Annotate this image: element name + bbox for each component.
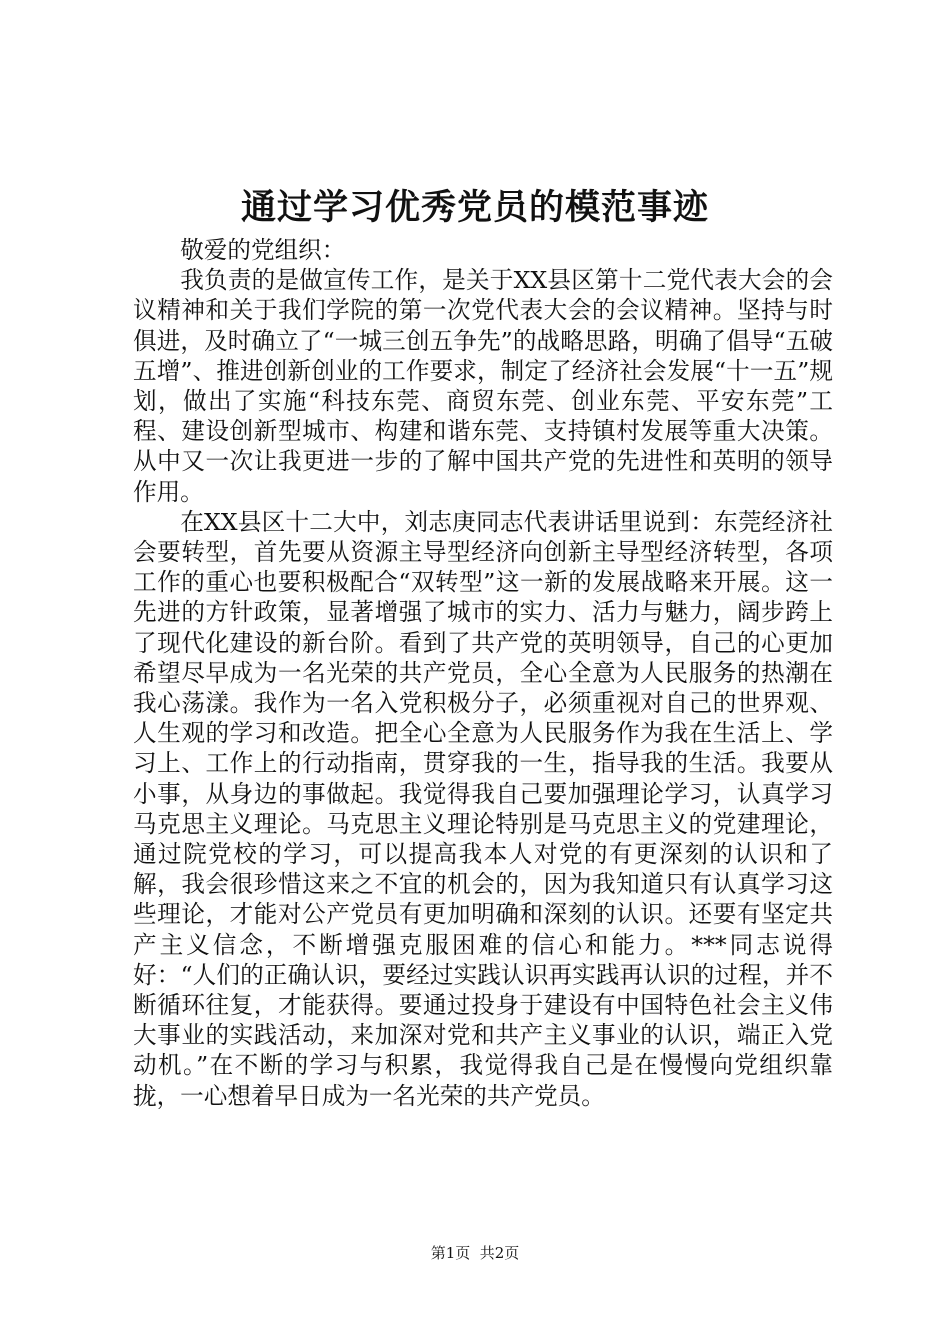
paragraph: 在XX县区十二大中，刘志庚同志代表讲话里说到：东莞经济社会要转型，首先要从资源主导型经济向创新主导型经济转型，各项工作的重心也要积极配合“双转型”这一新的发展战略来开展。这一先进的方针政策，显著增强了城市的实力、活力与魅力，阔步跨上了现代化建设的新台阶。看到了共产党的英明领导，自己的心更加希望尽早成为一名光荣的共产党员，全心全意为人民服务的热潮在我心荡漾。我作为一名入党积极分子，必须重视对自己的世界观、人生观的学习和改造。把全心全意为人民服务作为我在生活上、学习上、工作上的行动指南，贯穿我的一生，指导我的生活。我要从小事，从身边的事做起。我觉得我自己要加强理论学习，认真学习马克思主义理论。马克思主义理论特别是马克思主义的党建理论，通过院党校的学习，可以提高我本人对党的有更深刻的认识和了解，我会很珍惜这来之不宜的机会的，因为我知道只有认真学习这些理论，才能对公产党员有更加明确和深刻的认识。还要有坚定共产主义信念，不断增强克服困难的信心和能力。***同志说得好：“人们的正确认识，要经过实践认识再实践再认识的过程，并不断循环往复，才能获得。要通过投身于建设有中国特色社会主义伟大事业的实践活动，来加深对党和共产主义事业的认识，端正入党动机。”在不断的学习与积累，我觉得我自己是在慢慢向党组织靠拢，一心想着早日成为一名光荣的共产党员。 (133, 507, 833, 1110)
document-body (133, 235, 833, 1111)
page-footer: 第1页 共2页 (430, 1244, 520, 1262)
page-title: 通过学习优秀党员的模范事迹 (240, 187, 709, 228)
paragraph: 我负责的是做宣传工作，是关于XX县区第十二党代表大会的会议精神和关于我们学院的第一次党代表大会的会议精神。坚持与时俱进，及时确立了“一城三创五争先”的战略思路，明确了倡导“五破五增”、推进创新创业的工作要求，制定了经济社会发展“十一五”规划，做出了实施“科技东莞、商贸东莞、创业东莞、平安东莞”工程、建设创新型城市、构建和谐东莞、支持镇村发展等重大决策。从中又一次让我更进一步的了解中国共产党的先进性和英明的领导作用。 (133, 266, 833, 506)
salutation: 敬爱的党组织： (180, 236, 346, 264)
